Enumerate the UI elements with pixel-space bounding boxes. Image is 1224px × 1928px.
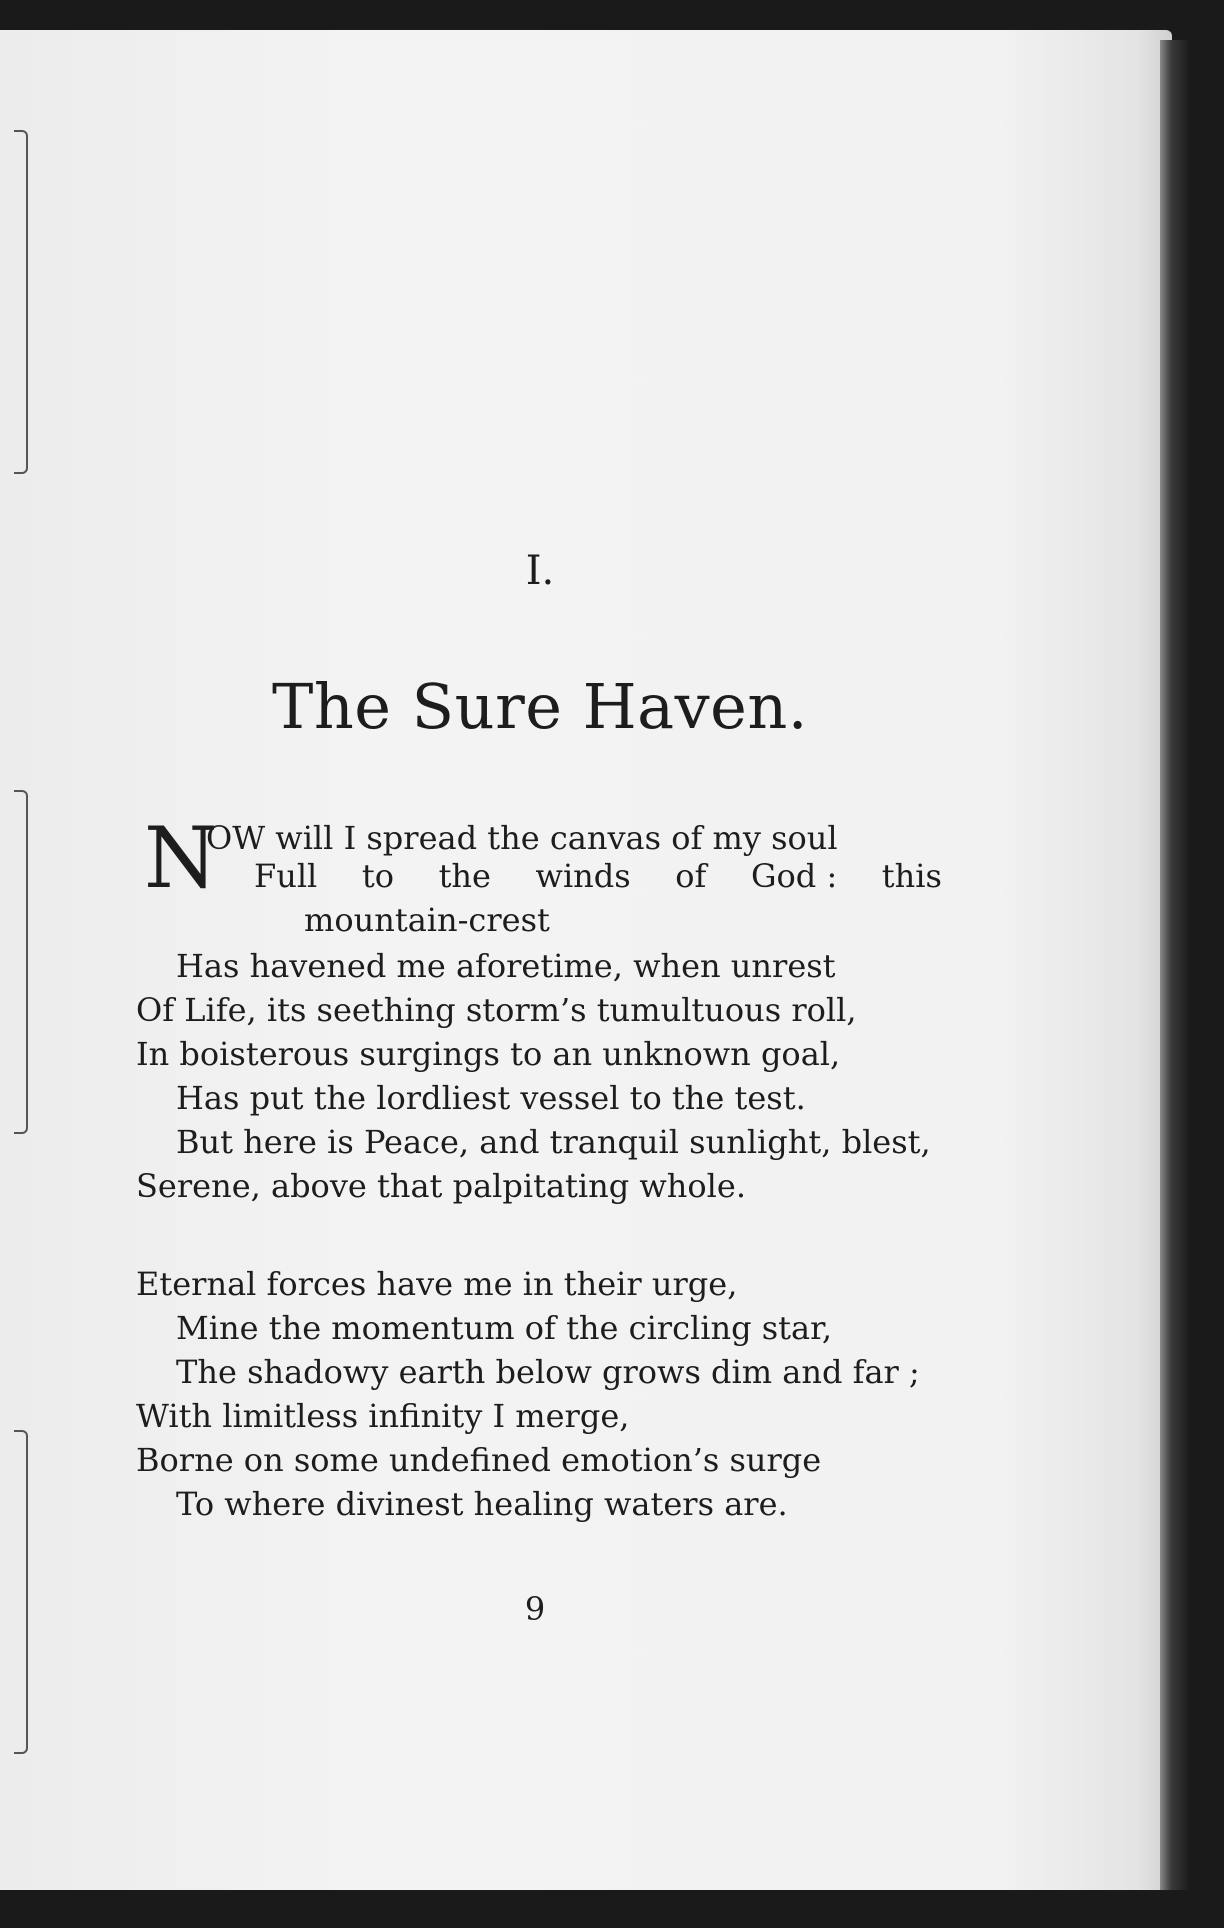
page-stack-edge [1160,40,1188,1890]
poem-line: Of Life, its seething storm’s tumultuous roll, [136,991,857,1029]
word: this [881,857,942,895]
word: of [675,857,707,895]
poem-line: Borne on some undefined emotion’s surge [136,1441,822,1479]
word: God : [750,857,838,895]
poem-line: mountain-crest [304,901,550,939]
poem-line: Has put the lordliest vessel to the test. [176,1079,806,1117]
poem-line: Eternal forces have me in their urge, [136,1265,738,1303]
poem-title: The Sure Haven. [271,670,808,743]
poem-line: In boisterous surgings to an unknown goal, [136,1035,841,1073]
page-number: 9 [524,1590,546,1628]
poem-line: OW will I spread the canvas of my soul [206,819,838,857]
poem-line: With limitless infinity I merge, [136,1397,630,1435]
word: to [361,857,394,895]
poem-line: But here is Peace, and tranquil sunlight, blest, [176,1123,931,1161]
poem-line: The shadowy earth below grows dim and far ; [176,1353,920,1391]
poem-line: To where divinest healing waters are. [176,1485,788,1523]
drop-cap: N [144,809,218,907]
word: the [438,857,491,895]
poem-line: Mine the momentum of the circling star, [176,1309,833,1347]
poem-line: Has havened me aforetime, when unrest [176,947,836,985]
word: winds [535,857,631,895]
section-numeral: I. [525,548,555,594]
paper-sheet [0,30,1172,1890]
poem-line-justified [254,857,942,895]
page-content [0,30,1172,1890]
word: Full [254,857,318,895]
poem-line: Serene, above that palpitating whole. [136,1167,746,1205]
